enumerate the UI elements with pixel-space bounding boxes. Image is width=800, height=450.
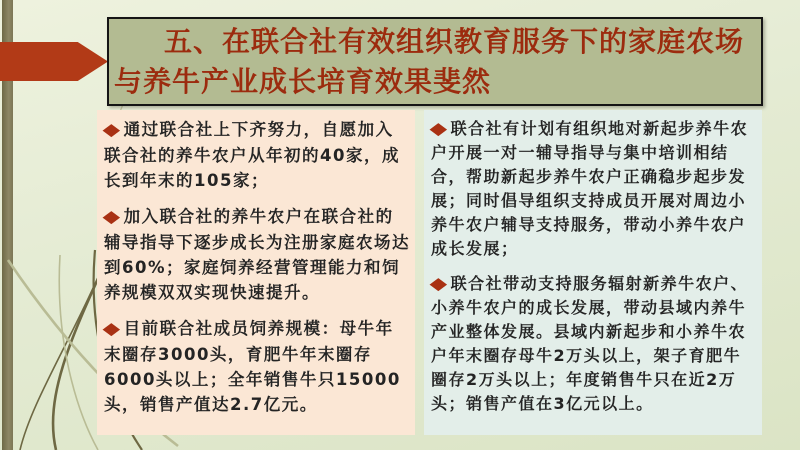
arrow-icon [0, 42, 108, 81]
right-text-panel [424, 110, 762, 435]
left-text-panel [97, 110, 415, 435]
bullet-item [104, 316, 411, 417]
bullet-item [431, 117, 758, 261]
diamond-bullet-icon: ◆ [102, 120, 123, 140]
diamond-bullet-icon: ◆ [429, 119, 450, 139]
slide-title-line2: 与养牛产业成长培育效果斐然 [114, 65, 492, 98]
diamond-bullet-icon: ◆ [102, 207, 123, 227]
bullet-text: 联合社带动支持服务辐射新养牛农户、小养牛农户的成长发展，带动县域内养牛产业整体发展。县域内新起步和小养牛农户年末圈存母牛2万头以上，架子育肥牛圈存2万头以上；年度销售牛只在近2万头；销售产值在3亿元以上。 [431, 274, 749, 413]
bullet-item [104, 204, 411, 305]
title-box [107, 17, 763, 106]
bullet-text: 联合社有计划有组织地对新起步养牛农户开展一对一辅导指导与集中培训相结合，帮助新起步养牛农户正确稳步起步发展；同时倡导组织支持成员开展对周边小养牛农户辅导支持服务，带动小养牛农户成长发展； [431, 119, 749, 258]
slide-title-line1: 五、在联合社有效组织教育服务下的家庭农场 [164, 25, 745, 58]
bullet-text: 目前联合社成员饲养规模：母牛年末圈存3000头，育肥牛年末圈存6000头以上；全年销售牛只15000头，销售产值达2.7亿元。 [104, 319, 401, 414]
bullet-text: 通过联合社上下齐努力，自愿加入联合社的养牛农户从年初的40家，成长到年末的105家； [104, 120, 400, 190]
diamond-bullet-icon: ◆ [429, 274, 450, 294]
bullet-text: 加入联合社的养牛农户在联合社的辅导指导下逐步成长为注册家庭农场达到60%；家庭饲养经营管理能力和饲养规模双双实现快速提升。 [104, 207, 410, 302]
diamond-bullet-icon: ◆ [102, 319, 123, 339]
bullet-item [104, 117, 411, 193]
bullet-item [431, 272, 758, 416]
